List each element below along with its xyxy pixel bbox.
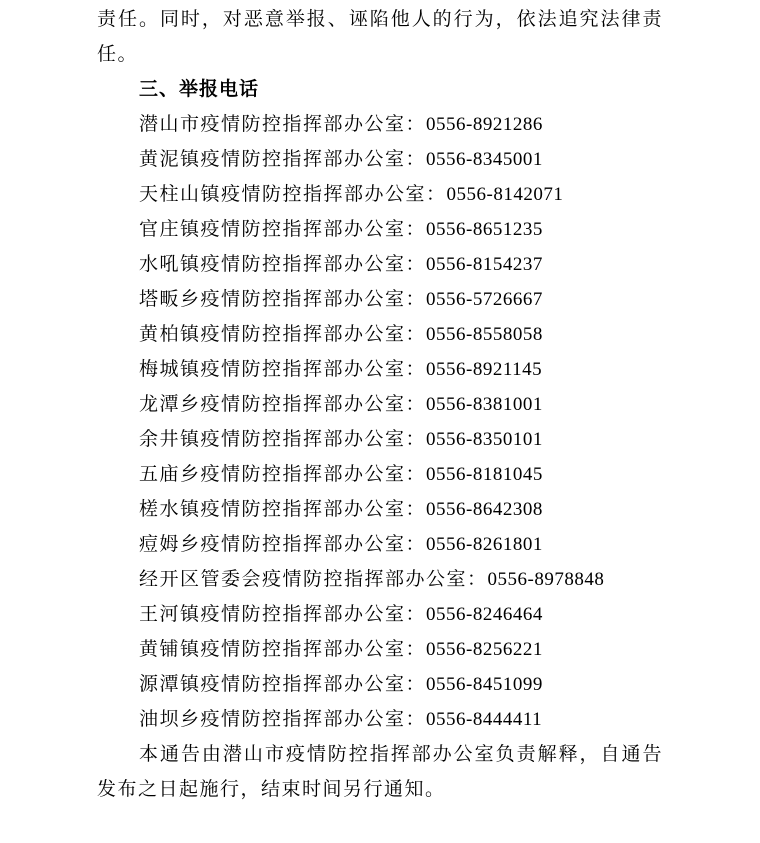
hotline-item (97, 527, 663, 562)
hotline-list (97, 107, 663, 737)
office-name: 余井镇疫情防控指挥部办公室 (139, 429, 406, 450)
hotline-item (97, 632, 663, 667)
phone-number: 0556-8246464 (426, 604, 543, 625)
hotline-item (97, 212, 663, 247)
colon-separator: ： (405, 359, 427, 380)
hotline-item (97, 597, 663, 632)
office-name: 五庙乡疫情防控指挥部办公室 (139, 464, 406, 485)
phone-number: 0556-8558058 (426, 324, 543, 345)
colon-separator: ： (405, 289, 427, 310)
colon-separator: ： (405, 639, 427, 660)
colon-separator: ： (405, 464, 427, 485)
hotline-item (97, 317, 663, 352)
phone-number: 0556-8350101 (426, 429, 543, 450)
phone-number: 0556-8142071 (446, 184, 564, 205)
office-name: 黄泥镇疫情防控指挥部办公室 (139, 149, 406, 170)
hotline-item (97, 422, 663, 457)
office-name: 梅城镇疫情防控指挥部办公室 (139, 359, 406, 380)
phone-number: 0556-8261801 (426, 534, 543, 555)
office-name: 槎水镇疫情防控指挥部办公室 (139, 499, 406, 520)
phone-number: 0556-8921286 (426, 114, 543, 135)
office-name: 黄柏镇疫情防控指挥部办公室 (139, 324, 406, 345)
section-heading: 三、举报电话 (139, 79, 260, 100)
colon-separator: ： (405, 709, 427, 730)
hotline-item (97, 702, 663, 737)
intro-paragraph: 责任。同时，对恶意举报、诬陷他人的行为，依法追究法律责任。 (97, 9, 663, 65)
office-name: 龙潭乡疫情防控指挥部办公室 (139, 394, 406, 415)
office-name: 官庄镇疫情防控指挥部办公室 (139, 219, 406, 240)
office-name: 源潭镇疫情防控指挥部办公室 (139, 674, 406, 695)
office-name: 王河镇疫情防控指挥部办公室 (139, 604, 406, 625)
hotline-item (97, 667, 663, 702)
colon-separator: ： (405, 324, 427, 345)
phone-number: 0556-8978848 (487, 569, 605, 590)
phone-number: 0556-8451099 (426, 674, 543, 695)
phone-number: 0556-8642308 (426, 499, 543, 520)
hotline-item (97, 457, 663, 492)
office-name: 油坝乡疫情防控指挥部办公室 (139, 709, 406, 730)
phone-number: 0556-5726667 (426, 289, 543, 310)
hotline-item (97, 562, 663, 597)
phone-number: 0556-8345001 (426, 149, 543, 170)
colon-separator: ： (405, 394, 427, 415)
colon-separator: ： (405, 604, 427, 625)
hotline-item (97, 282, 663, 317)
hotline-item (97, 177, 663, 212)
hotline-item (97, 107, 663, 142)
colon-separator: ： (405, 674, 427, 695)
office-name: 黄铺镇疫情防控指挥部办公室 (139, 639, 406, 660)
phone-number: 0556-8921145 (426, 359, 543, 380)
hotline-item (97, 387, 663, 422)
office-name: 经开区管委会疫情防控指挥部办公室 (139, 569, 468, 590)
phone-number: 0556-8381001 (426, 394, 543, 415)
colon-separator: ： (405, 219, 427, 240)
colon-separator: ： (467, 569, 488, 590)
colon-separator: ： (426, 184, 447, 205)
hotline-item (97, 352, 663, 387)
phone-number: 0556-8651235 (426, 219, 543, 240)
phone-number: 0556-8154237 (426, 254, 543, 275)
phone-number: 0556-8181045 (426, 464, 543, 485)
phone-number: 0556-8256221 (426, 639, 543, 660)
colon-separator: ： (405, 499, 427, 520)
office-name: 天柱山镇疫情防控指挥部办公室 (139, 184, 427, 205)
office-name: 痘姆乡疫情防控指挥部办公室 (139, 534, 406, 555)
hotline-item (97, 142, 663, 177)
colon-separator: ： (405, 114, 427, 135)
office-name: 潜山市疫情防控指挥部办公室 (139, 114, 406, 135)
office-name: 塔畈乡疫情防控指挥部办公室 (139, 289, 406, 310)
colon-separator: ： (405, 429, 427, 450)
hotline-item (97, 247, 663, 282)
colon-separator: ： (405, 534, 427, 555)
colon-separator: ： (405, 149, 427, 170)
phone-number: 0556-8444411 (426, 709, 543, 730)
office-name: 水吼镇疫情防控指挥部办公室 (139, 254, 406, 275)
hotline-item (97, 492, 663, 527)
closing-paragraph: 本通告由潜山市疫情防控指挥部办公室负责解释，自通告发布之日起施行，结束时间另行通知。 (97, 744, 663, 800)
colon-separator: ： (405, 254, 427, 275)
